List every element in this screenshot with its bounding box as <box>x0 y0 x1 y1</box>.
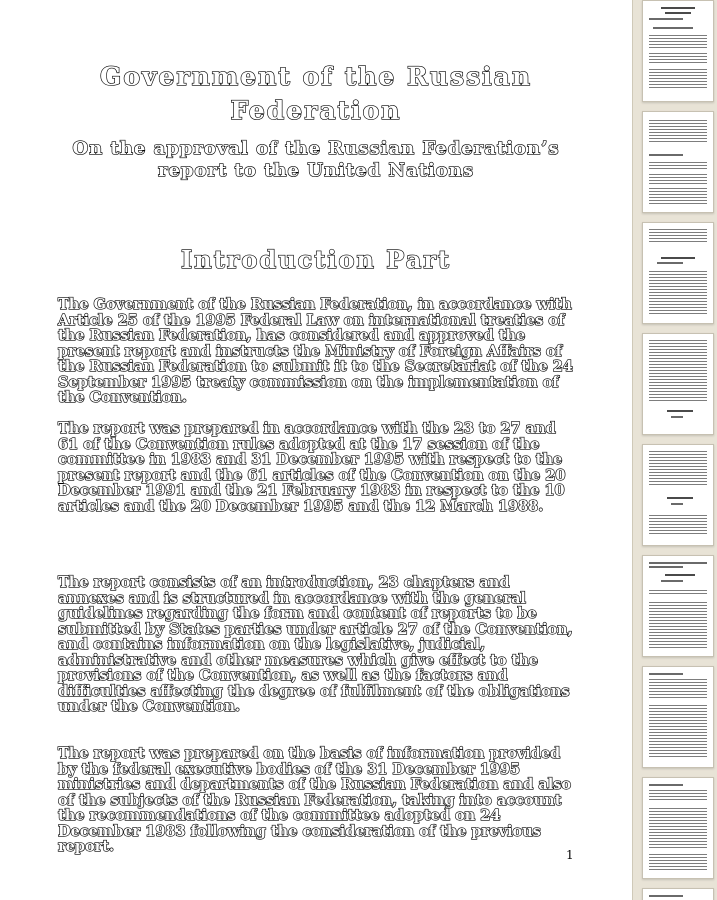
page-thumbnail-3[interactable] <box>642 222 714 324</box>
page-subtitle: On the approval of the Russian Federation’s report to the United Nations <box>72 138 560 181</box>
section-heading: Introduction Part <box>181 245 451 274</box>
page-number: 1 <box>566 848 574 862</box>
page-thumbnail-5[interactable] <box>642 444 714 546</box>
page-thumbnail-1[interactable] <box>642 0 714 102</box>
page-thumbnail-6[interactable] <box>642 555 714 657</box>
page-thumbnail-8[interactable] <box>642 777 714 879</box>
page-thumbnail-7[interactable] <box>642 666 714 768</box>
page-thumbnail-strip[interactable] <box>632 0 717 900</box>
page-thumbnail-2[interactable] <box>642 111 714 213</box>
page-thumbnail-4[interactable] <box>642 333 714 435</box>
paragraph: The report consists of an introduction, 23 chapters and annexes and is structured in accordance with the general guidelines regarding the form and content of reports to be submitted by States parties under article 27 of the Convention, and contains information on the legislative, judicial, administrative and other measures which give effect to the provisions of the Convention, as well as the factors and difficulties affecting the degree of fulfilment of the obligations under the Convention. <box>58 574 573 715</box>
paragraph: The report was prepared in accordance with the 23 to 27 and 61 of the Convention rules adopted at the 17 session of the committee in 1983 and 31 December 1995 with respect to the present report and the 61 articles of the Convention on the 20 December 1991 and the 21 February 1983 in respect to the 10 articles and the 20 December 1995 and the 12 March 1988. <box>58 420 566 515</box>
paragraph: The report was prepared on the basis of information provided by the federal executive bodies of the 31 December 1995 ministries and departments of the Russian Federation and also of the subjects of the Russian Federation, taking into account the recommendations of the committee adopted on 24 December 1983 following the consideration of the previous report. <box>58 745 572 855</box>
page-title: Government of the Russian Federation <box>99 62 533 125</box>
page-thumbnail-9[interactable] <box>642 888 714 900</box>
paragraph: The Government of the Russian Federation, in accordance with Article 25 of the 1995 Federal Law on international treaties of the Russian Federation, has considered and approved the present report and instructs the Ministry of Foreign Affairs of the Russian Federation to submit it to the Secretariat of the 24 September 1995 treaty commission on the implementation of the Convention. <box>58 296 573 406</box>
